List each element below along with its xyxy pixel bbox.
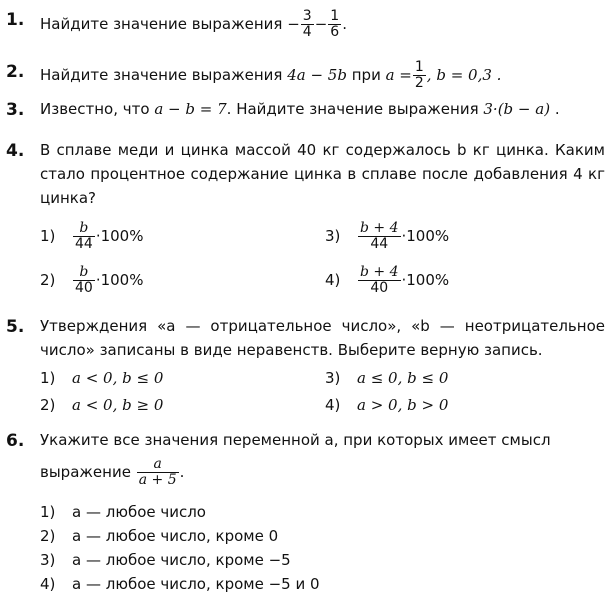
fraction-denominator: 6 [330,24,340,40]
option-label: 3) [325,369,341,387]
option-label: 1) [40,227,56,245]
problem-prefix: Найдите значение выражения [40,66,283,84]
problem-number: 4. [6,141,25,161]
option-label: 3) [40,551,56,569]
fraction-numerator: a [137,457,179,473]
option-1[interactable] [40,501,206,523]
option-2[interactable] [40,265,143,296]
option-label: 2) [40,527,56,545]
option-1[interactable] [40,367,163,389]
problem-line-1: Укажите все значения переменной a, при которых имеет смысл [40,431,551,449]
fraction-denominator: 40 [75,280,93,296]
option-2[interactable] [40,394,163,416]
problem-text [40,9,605,40]
problem-suffix: . [554,100,560,118]
option-3[interactable] [40,549,291,571]
fraction-numerator: 1 [330,8,340,24]
fraction-numerator: 3 [302,8,312,24]
option-4[interactable] [325,265,449,296]
problem-1 [0,5,613,39]
option-fraction [358,265,401,296]
option-label: 1) [40,503,56,521]
option-fraction [73,265,95,296]
option-1[interactable] [40,221,143,252]
condition: a − b = 7 [154,100,227,118]
expression: 3·(b − a) [483,100,551,118]
option-label: 4) [325,396,341,414]
problem-3 [0,97,613,123]
problem-number: 1. [6,10,25,30]
option-value: a — любое число, кроме −5 и 0 [72,575,320,593]
option-tail: ·100% [401,271,450,289]
option-3[interactable] [325,221,449,252]
problem-6 [0,427,613,601]
word-at: при [351,66,381,84]
expression: 4a − 5b [287,66,347,84]
fraction-denominator: 2 [414,75,424,91]
b-equals: , b = 0,3 . [426,66,502,84]
fraction-numerator: b + 4 [360,264,399,280]
fraction-denominator: 44 [370,236,389,252]
minus-sign: − [314,15,328,33]
problem-number: 3. [6,100,25,120]
problem-number: 5. [6,317,25,337]
fraction-numerator: b + 4 [360,220,399,236]
fraction-denominator: 40 [370,280,389,296]
option-tail: ·100% [95,271,144,289]
option-tail: ·100% [401,227,450,245]
problem-prefix: Найдите значение выражения [40,15,283,33]
fraction-numerator: b [73,221,95,237]
option-tail: ·100% [95,227,144,245]
option-value: a < 0, b ≤ 0 [72,369,164,387]
fraction-3-4 [301,9,314,40]
a-equals: a = [385,66,412,84]
problem-line-2 [40,457,605,488]
option-3[interactable] [325,367,448,389]
option-4[interactable] [40,573,320,595]
fraction-a-over-a-plus-5 [137,457,179,488]
fraction-numerator: 1 [414,59,424,75]
option-value: a > 0, b > 0 [357,396,449,414]
option-value: a — любое число, кроме 0 [72,527,279,545]
option-fraction [73,221,95,252]
problem-prefix: выражение [40,463,131,481]
problem-2 [0,54,613,91]
fraction-1-2 [413,60,426,91]
option-label: 1) [40,369,56,387]
option-label: 4) [325,271,341,289]
option-fraction [358,221,401,252]
problem-5 [0,313,613,419]
problem-number: 2. [6,62,25,82]
minus-sign: − [287,15,300,33]
option-label: 3) [325,227,341,245]
problem-suffix: . [179,463,185,481]
problem-number: 6. [6,431,25,451]
fraction-numerator: b [73,265,95,281]
option-label: 2) [40,396,56,414]
problem-prefix: Известно, что [40,100,150,118]
option-value: a — любое число, кроме −5 [72,551,291,569]
problem-middle: . Найдите значение выражения [226,100,479,118]
fraction-denominator: 44 [75,236,93,252]
option-2[interactable] [40,525,278,547]
problem-suffix: . [342,15,347,33]
problem-text [40,60,605,91]
option-value: a — любое число [72,503,206,521]
option-label: 4) [40,575,56,593]
fraction-1-6 [328,9,341,40]
option-label: 2) [40,271,56,289]
problem-text: Утверждения «a — отрицательное число», «b — неотрицательное число» записаны в виде неравенств. Выберите верную запись. [40,317,605,359]
option-4[interactable] [325,394,448,416]
option-value: a ≤ 0, b ≤ 0 [357,369,449,387]
problem-text [40,97,605,121]
fraction-denominator: a + 5 [138,472,177,488]
option-value: a < 0, b ≥ 0 [72,396,164,414]
fraction-denominator: 4 [302,24,312,40]
problem-text: В сплаве меди и цинка массой 40 кг содержалось b кг цинка. Каким стало процентное содержание цинка в сплаве после добавления 4 кг цинка? [40,141,605,207]
problem-4 [0,137,613,307]
